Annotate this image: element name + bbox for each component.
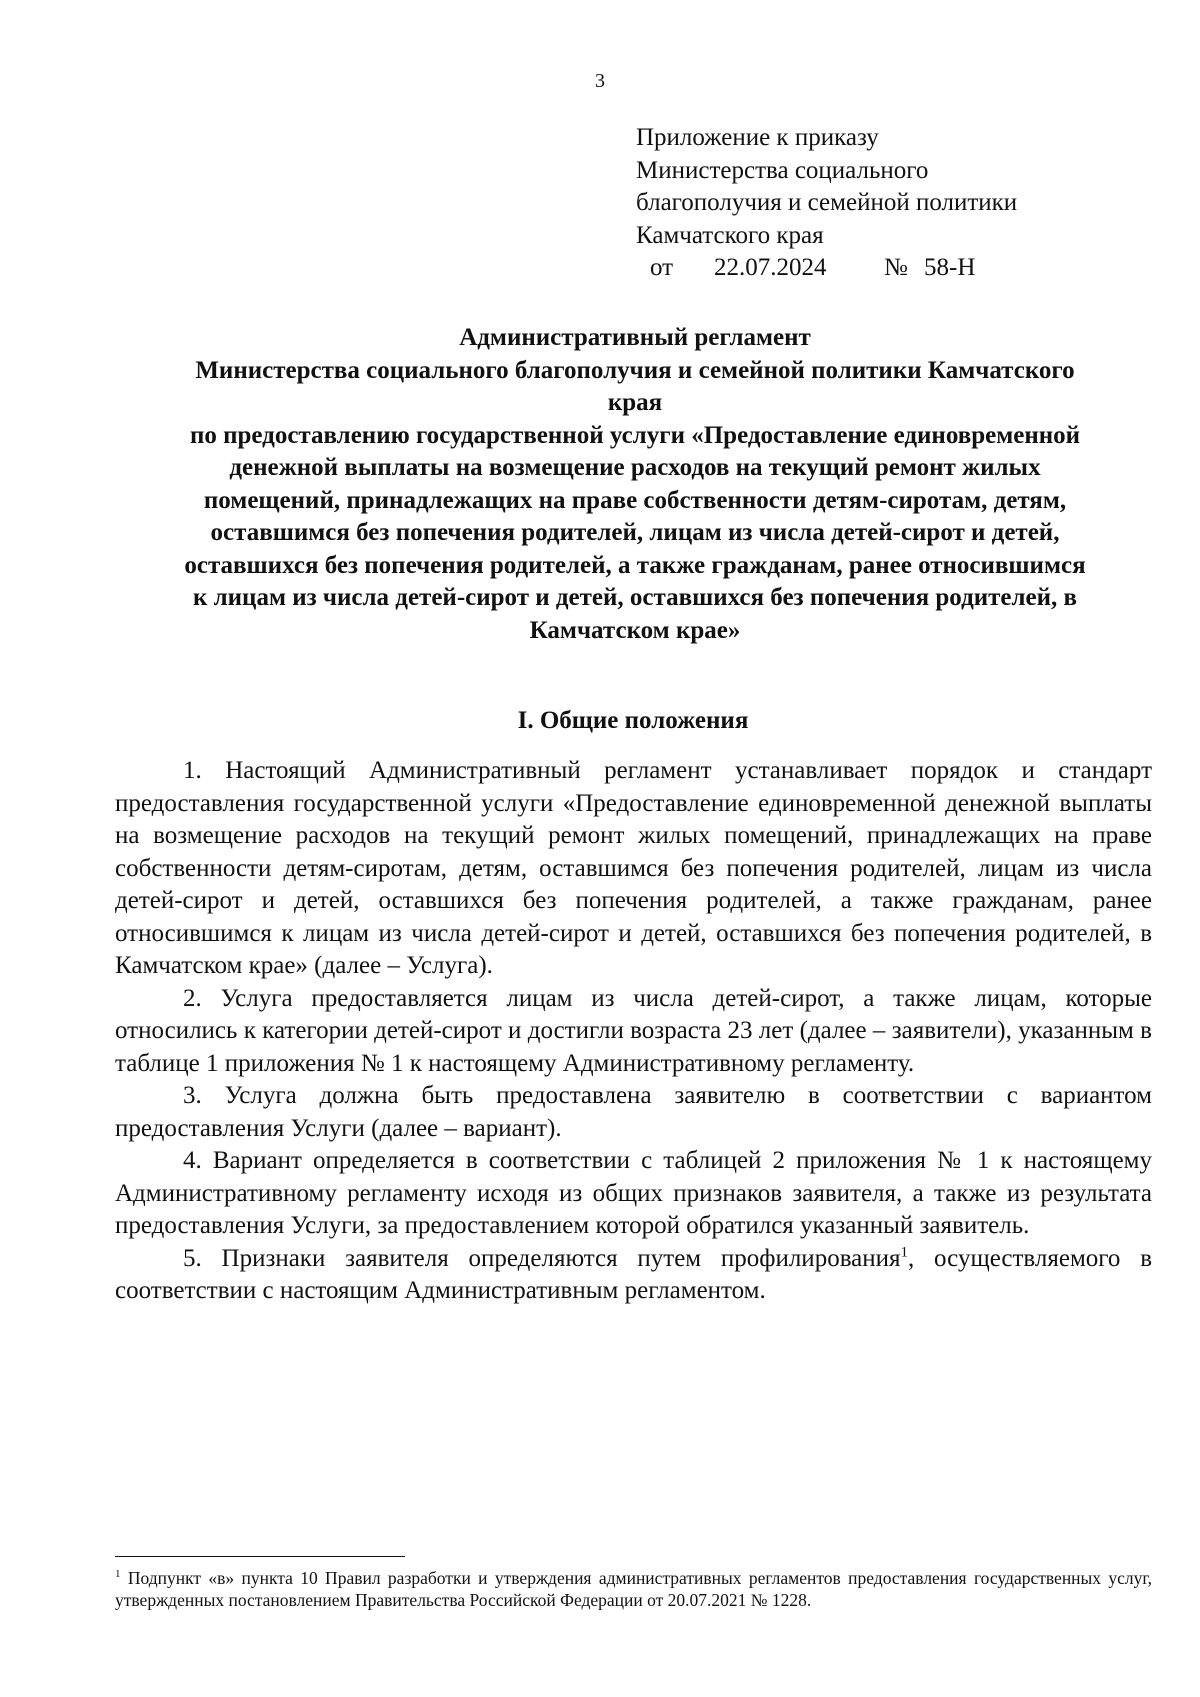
title-line: Камчатском крае» [529,616,741,644]
title-line: края [607,389,663,416]
appendix-line: Камчатского края [636,221,824,249]
section-body [115,755,1152,1308]
title-line: к лицам из числа детей-сирот и детей, оставшихся без попечения родителей, в [192,584,1078,611]
footnote-body: Подпункт «в» пункта 10 Правил разработки и утверждения административных регламентов предоставления государственных услуг, утвержденных постановлением Правительства Российской Федерации от 20.07.2021 № 1228. [115,1567,1152,1610]
footnote-reference[interactable]: 1 [900,1244,909,1261]
document-title [118,322,1152,647]
footnote [115,1563,1152,1611]
appendix-line: благополучия и семейной политики [636,189,1018,216]
title-line: оставшихся без попечения родителей, а также гражданам, ранее относившимся [184,551,1086,579]
paragraph-2: 2. Услуга предоставляется лицам из числа детей-сирот, а также лицам, которые относились к категории детей-сирот и достигли возраста 23 лет (далее – заявители), указанным в таблице 1 приложения № 1 к настоящему Административному регламенту. [115,984,1152,1077]
appendix-block [636,122,1017,285]
title-line: Административный регламент [459,324,811,351]
from-label: от [650,254,674,281]
title-line: оставшимся без попечения родителей, лицам из числа детей-сирот и детей, [210,519,1060,546]
title-line: денежной выплаты на возмещение расходов на текущий ремонт жилых [229,454,1041,481]
number-label: № [884,254,908,281]
paragraph-1: 1. Настоящий Административный регламент устанавливает порядок и стандарт предоставления государственной услуги «Предоставление единовременной денежной выплаты на возмещение расходов на текущий ремонт жилых помещений, принадлежащих на праве собственности детям-сиротам, детям, оставшимся без попечения родителей, лицам из числа детей-сирот и детей, оставшихся без попечения родителей, а также гражданам, ранее относившимся к лицам из числа детей-сирот и детей, оставшихся без попечения родителей, в Камчатском крае» (далее – Услуга). [115,757,1152,979]
order-date-row [636,252,1017,285]
title-line: помещений, принадлежащих на праве собственности детям-сиротам, детям, [203,486,1067,514]
appendix-line: Приложение к приказу [636,124,879,151]
order-date: 22.07.2024 [714,254,827,281]
paragraph-5-text-end: , осуществляемого в соответствии с настоящим Административным регламентом. [115,1244,1152,1304]
title-line: Министерства социального благополучия и семейной политики Камчатского [195,356,1075,384]
paragraph-5 [115,1243,1152,1308]
paragraph-3: 3. Услуга должна быть предоставлена заявителю в соответствии с вариантом предоставления Услуги (далее – вариант). [115,1082,1152,1142]
paragraph-4: 4. Вариант определяется в соответствии с таблицей 2 приложения № 1 к настоящему Административному регламенту исходя из общих признаков заявителя, а также из результата предоставления Услуги, за предоставлением которой обратился указанный заявитель. [115,1147,1152,1239]
paragraph-5-text: 5. Признаки заявителя определяются путем профилирования [183,1244,901,1272]
appendix-line: Министерства социального [636,156,929,184]
footnote-separator [115,1556,405,1557]
footnote-marker: 1 [115,1568,121,1580]
title-line: по предоставлению государственной услуги «Предоставление единовременной [189,421,1081,449]
page-number: 3 [595,70,605,92]
footnote-text [115,1563,1152,1611]
order-number: 58-Н [924,254,976,281]
section-heading: I. Общие положения [517,707,749,734]
